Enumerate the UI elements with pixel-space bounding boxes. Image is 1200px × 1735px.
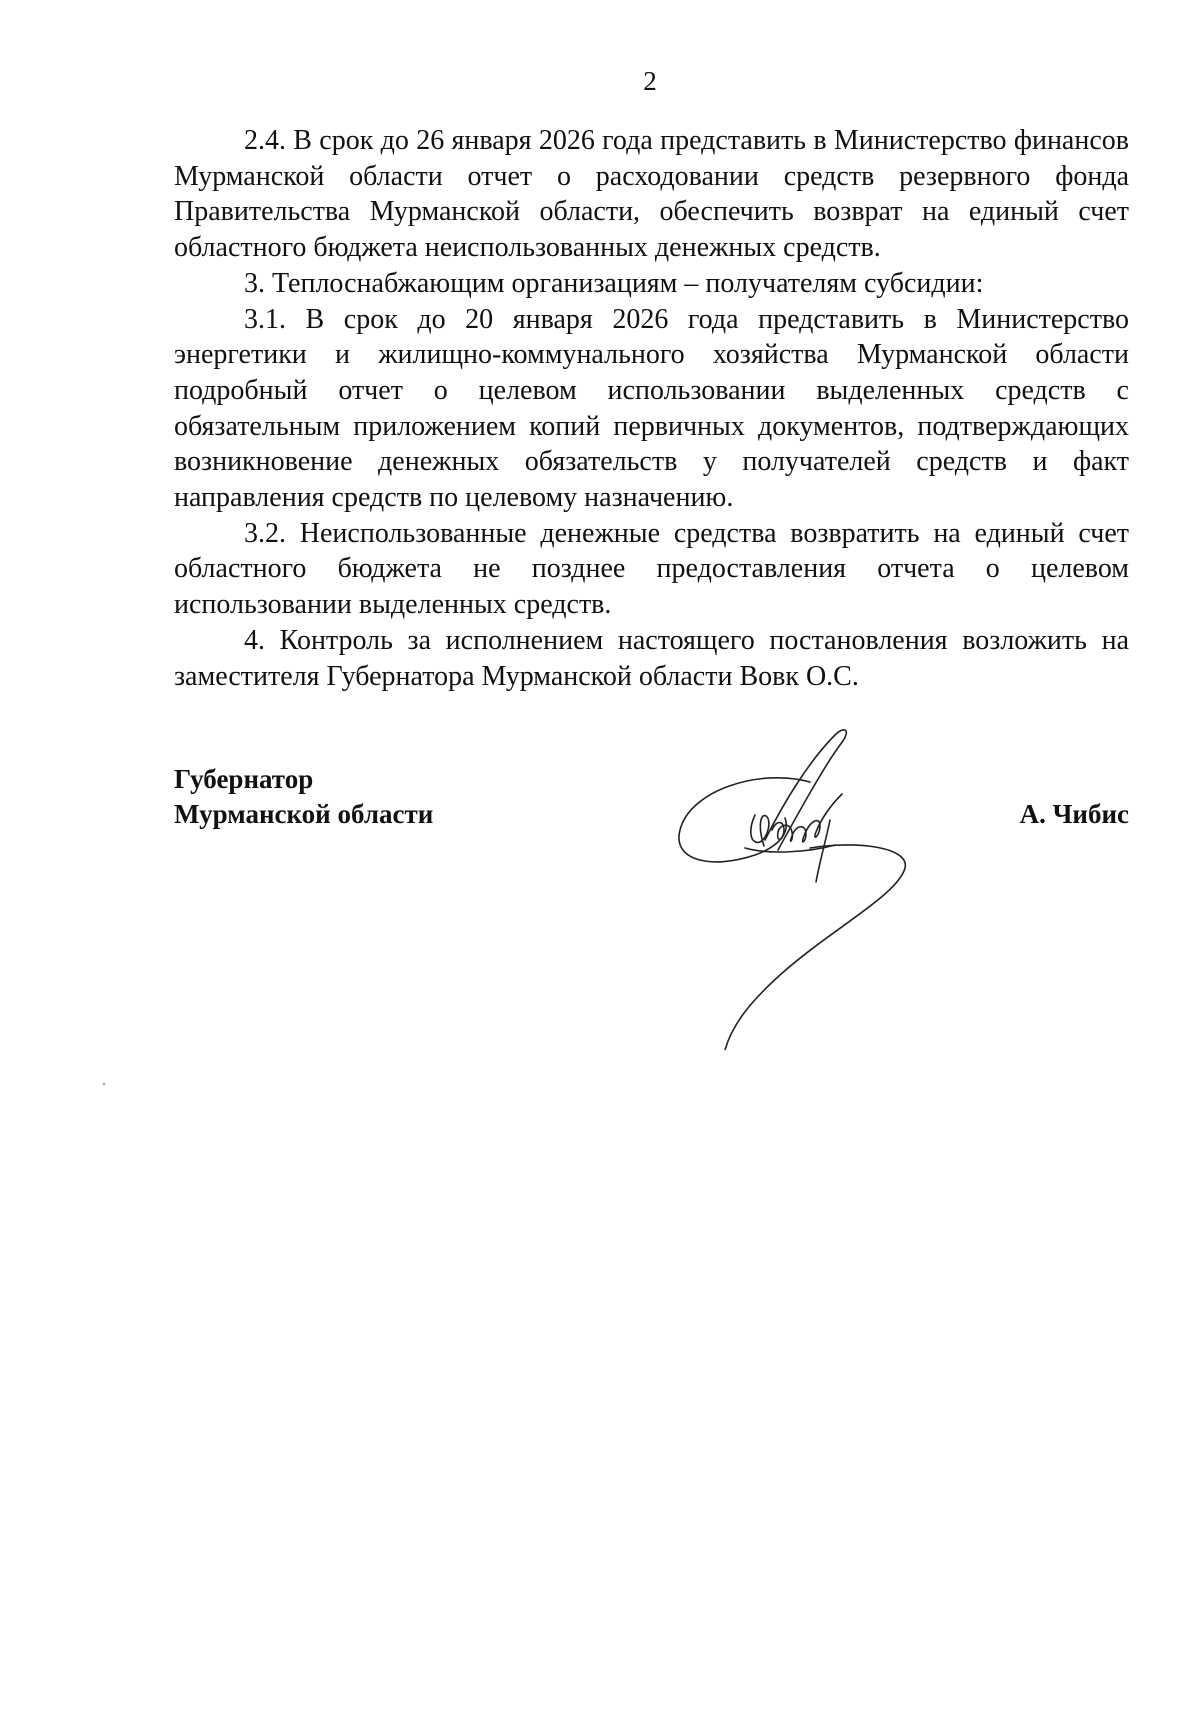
paragraph-2-4: 2.4. В срок до 26 января 2026 года представить в Министерство финансов Мурманской области отчет о расходовании средств резервного фонда Правительства Мурманской области, обеспечить возврат на единый счет областного бюджета неиспользованных денежных средств. xyxy=(174,125,1129,264)
paragraph-4: 4. Контроль за исполнением настоящего постановления возложить на заместителя Губернатора Мурманской области Вовк О.С. xyxy=(174,624,1129,692)
signatory-title xyxy=(174,762,433,832)
handwritten-signature xyxy=(660,720,940,1050)
paragraph-3: 3. Теплоснабжающим организациям – получателям субсидии: xyxy=(244,267,984,299)
document-body xyxy=(174,123,1129,694)
signatory-title-line2: Мурманской области xyxy=(174,799,434,829)
signatory-title-line1: Губернатор xyxy=(174,764,314,794)
scan-speck xyxy=(103,1083,105,1085)
page-number: 2 xyxy=(643,66,657,96)
paragraph-3-2: 3.2. Неиспользованные денежные средства возвратить на единый счет областного бюджета не позднее предоставления отчета о целевом использовании выделенных средств. xyxy=(174,517,1129,621)
paragraph-3-1: 3.1. В срок до 20 января 2026 года представить в Министерство энергетики и жилищно-коммунального хозяйства Мурманской области подробный отчет о целевом использовании выделенных средств с обязательным приложением копий первичных документов, подтверждающих возникновение денежных обязательств у получателей средств и факт направления средств по целевому назначению. xyxy=(174,303,1129,514)
signatory-name: А. Чибис xyxy=(1019,799,1129,829)
